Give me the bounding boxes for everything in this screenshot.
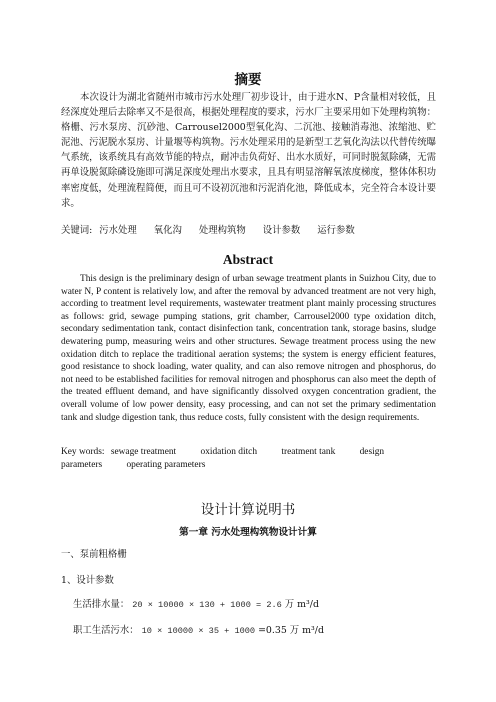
formula-1-expression: 20 × 10000 × 130 + 1000 = 2.6 [132, 600, 282, 610]
abstract-cn-body: 本次设计为湖北省随州市城市污水处理厂初步设计，由于进水N、P含量相对较低，且经深度处理后去除率又不是很高，根据处理程度的要求，污水厂主要采用如下处理构筑物：格栅、污水泵房、沉砂池、Carrousel2000型氧化沟、二沉池、接触消毒池、浓缩池、贮泥池、污泥脱水泵房、计量堰等构筑物。污水处理采用的是新型工艺氧化沟法以代替传统曝气系统，该系统具有高效节能的特点，耐冲击负荷好、出水水质好，可同时脱氮除磷，无需再单设脱氮除磷设施即可满足深度处理出水要求，且具有明显溶解氧浓度梯度，整体体积功率密度低，处理流程简便，而且可不设初沉池和污泥消化池，降低成本，完全符合本设计要求。 [61, 92, 437, 209]
formula-1-label: 生活排水量： [73, 599, 130, 610]
formula-2-expression: 10 × 10000 × 35 + 1000 [141, 626, 256, 636]
abstract-cn-keywords [61, 222, 369, 236]
keyword-en: treatment tank [281, 447, 336, 457]
keyword-en: sewage treatment [110, 447, 177, 457]
abstract-en-keywords [61, 446, 436, 471]
keyword-en: operating parameters [126, 459, 206, 470]
abstract-en-body: This design is the preliminary design of urban sewage treatment plants in Suizhou City, due to water N, P content is relatively low, and after the removal by advanced treatment are not very high, according to treatment level requirements, wastewater treatment plant mainly processing structures as follows: grid, sewage pumping stations, grit chamber, Carrousel2000 type oxidation ditch, secondary sedimentation tank, contact disinfection tank, concentration tank, storage basins, sludge dewatering pump, measuring weirs and other structures. Sewage treatment process using the new oxidation ditch to replace the traditional aeration systems; the system is energy efficient features, good resistance to shock loading, water quality, and can also remove nitrogen and phosphorus, do not need to be established facilities for removal nitrogen and phosphorus can also meet the depth of the treated effluent demand, and have significantly dissolved oxygen concentration gradient, the overall volume of low power density, easy processing, and can not set the primary sedimentation tank and sludge digestion tank, thus reduce costs, fully consistent with the design requirements. [61, 274, 436, 423]
keyword-cn: 处理构筑物 [198, 225, 246, 236]
keyword-en: oxidation ditch [200, 447, 258, 457]
formula-line-1 [73, 596, 319, 610]
keywords-en-label: Key words: [61, 447, 105, 457]
manual-title: 设计计算说明书 [200, 502, 296, 518]
formula-line-2 [73, 622, 324, 636]
formula-1-unit: 万 m³/d [284, 599, 319, 610]
keyword-en: design parameters [61, 447, 385, 470]
chapter-heading: 第一章 污水处理构筑物设计计算 [179, 527, 317, 538]
keyword-cn: 设计参数 [262, 225, 301, 236]
abstract-en-title: Abstract [222, 252, 274, 267]
keywords-cn-label: 关键词: [61, 225, 93, 236]
keyword-cn: 运行参数 [317, 225, 355, 236]
formula-2-unit: =0.35 万 m³/d [258, 625, 324, 636]
formula-2-label: 职工生活污水： [73, 625, 139, 636]
subsection-heading: 1、设计参数 [61, 575, 114, 586]
keyword-cn: 氧化沟 [153, 225, 182, 236]
section-heading: 一、泵前粗格栅 [61, 549, 127, 560]
abstract-cn-title: 摘要 [234, 72, 262, 88]
keyword-cn: 污水处理 [99, 225, 137, 236]
